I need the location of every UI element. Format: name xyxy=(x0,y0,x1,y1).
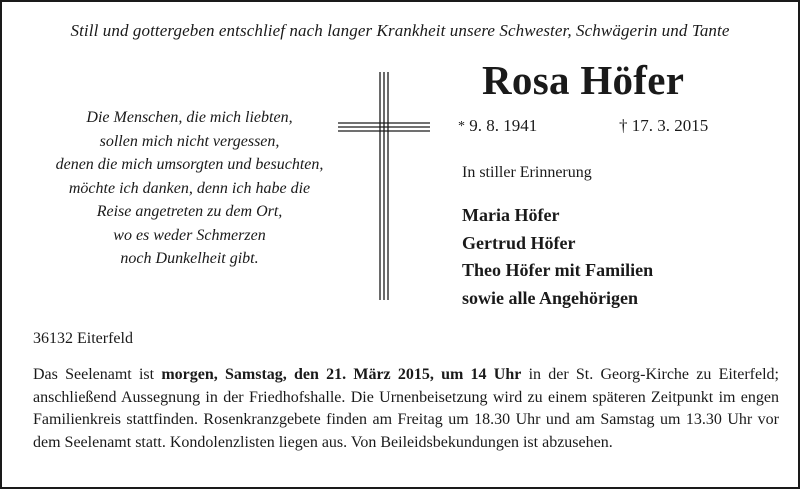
birth-symbol: * xyxy=(458,119,465,134)
service-text-start: Das Seelenamt ist xyxy=(33,366,162,383)
cross-icon xyxy=(336,70,432,302)
poem-line: denen die mich umsorgten und besuchten, xyxy=(55,156,324,173)
poem-line: noch Dunkelheit gibt. xyxy=(120,250,259,267)
mourners-list xyxy=(462,202,653,312)
mourner: sowie alle Angehörigen xyxy=(462,287,638,308)
poem-line: Die Menschen, die mich liebten, xyxy=(86,109,293,126)
intro-line: Still und gottergeben entschlief nach langer Krankheit unsere Schwester, Schwägerin und Tante xyxy=(70,21,730,40)
place-line: 36132 Eiterfeld xyxy=(33,330,133,347)
service-details xyxy=(33,364,779,454)
service-date-time: morgen, Samstag, den 21. März 2015, um 14 Uhr xyxy=(161,366,522,383)
poem xyxy=(12,106,367,271)
poem-line: möchte ich danken, denn ich habe die xyxy=(68,179,311,197)
birth-date: 9. 8. 1941 xyxy=(469,116,538,135)
death-date: † 17. 3. 2015 xyxy=(619,116,709,135)
mourner: Gertrud Höfer xyxy=(462,232,576,253)
poem-line: sollen mich nicht vergessen, xyxy=(99,132,280,150)
deceased-name: Rosa Höfer xyxy=(482,57,685,103)
service-text-rest: in der St. Georg-Kirche zu Eiterfeld; anschließend Aussegnung in der Friedhofshalle. Die Urnenbeisetzung wird zu einem späteren Zeitpunkt im engen Familienkreis stattfinden. Rosenkranzgebete finden am Freitag um 18.30 Uhr und am Samstag um 13.30 Uhr vor dem Seelenamt statt. Kondolenzlisten liegen aus. Von Beileidsbekundungen ist abzusehen. xyxy=(33,366,779,451)
poem-line: wo es weder Schmerzen xyxy=(113,226,266,244)
mourner: Maria Höfer xyxy=(462,205,560,225)
mourner: Theo Höfer mit Familien xyxy=(462,260,654,280)
memory-line: In stiller Erinnerung xyxy=(462,164,592,181)
poem-line: Reise angetreten zu dem Ort, xyxy=(96,203,283,220)
birth-info xyxy=(458,116,537,136)
